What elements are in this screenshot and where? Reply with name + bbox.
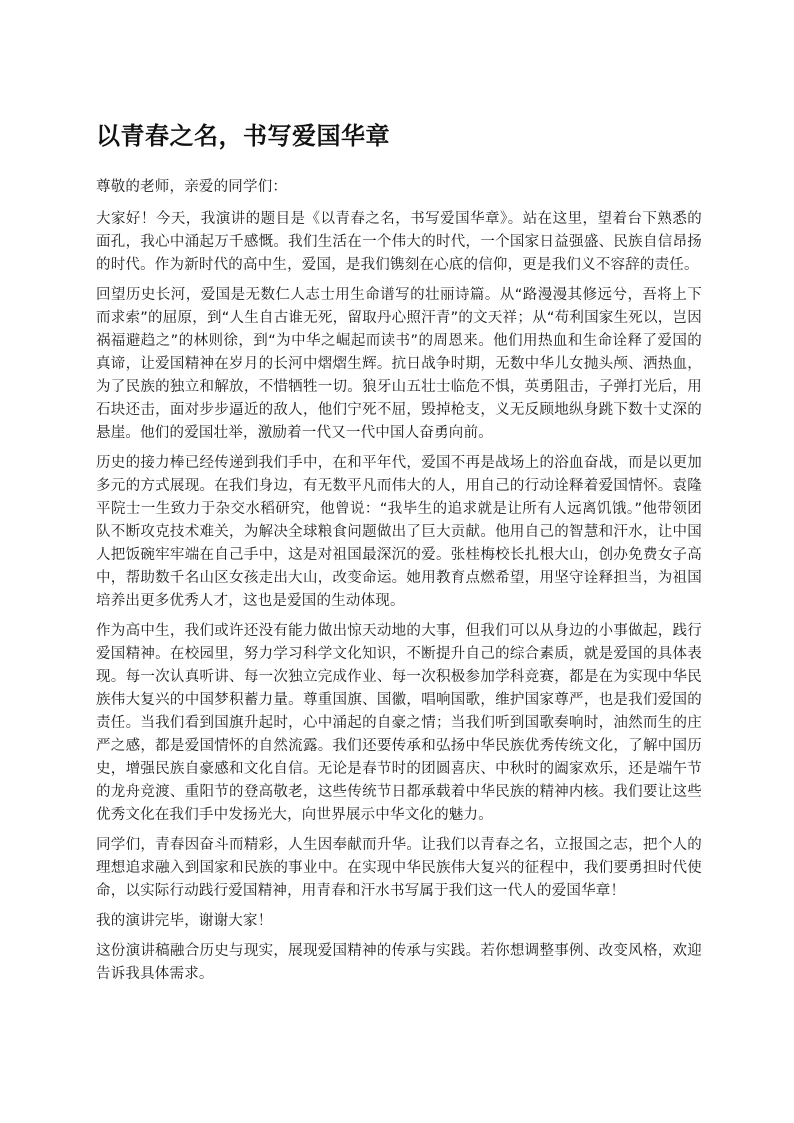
- paragraph-intro: 大家好！今天，我演讲的题目是《以青春之名，书写爱国华章》。站在这里，望着台下熟悉的面孔，我心中涌起万千感慨。我们生活在一个伟大的时代，一个国家日益强盛、民族自信昂扬的时代。作为新时代的高中生，爱国，是我们镌刻在心底的信仰，更是我们义不容辞的责任。: [96, 211, 702, 273]
- paragraph-modern-examples: 历史的接力棒已经传递到我们手中，在和平年代，爱国不再是战场上的浴血奋战，而是以更加多元的方式展现。在我们身边，有无数平凡而伟大的人，用自己的行动诠释着爱国情怀。袁隆平院士一生致力于杂交水稻研究，他曾说：“我毕生的追求就是让所有人远离饥饿。”他带领团队不断攻克技术难关，为解决全球粮食问题做出了巨大贡献。他用自己的智慧和汗水，让中国人把饭碗牢牢端在自己手中，这是对祖国最深沉的爱。张桂梅校长扎根大山，创办免费女子高中，帮助数千名山区女孩走出大山，改变命运。她用教育点燃希望，用坚守诠释担当，为祖国培养出更多优秀人才，这也是爱国的生动体现。: [96, 455, 702, 609]
- paragraph-closing: 我的演讲完毕，谢谢大家！: [96, 913, 273, 929]
- paragraph-note: 这份演讲稿融合历史与现实，展现爱国精神的传承与实践。若你想调整事例、改变风格，欢迎告诉我具体需求。: [96, 943, 702, 982]
- paragraph-call-to-action: 同学们，青春因奋斗而精彩，人生因奉献而升华。让我们以青春之名，立报国之志，把个人的理想追求融入到国家和民族的事业中。在实现中华民族伟大复兴的征程中，我们要勇担时代使命，以实际行动践行爱国精神，用青春和汗水书写属于我们这一代人的爱国华章！: [96, 837, 702, 899]
- paragraph-student-actions: 作为高中生，我们或许还没有能力做出惊天动地的大事，但我们可以从身边的小事做起，践行爱国精神。在校园里，努力学习科学文化知识，不断提升自己的综合素质，就是爱国的具体表现。每一次认真听讲、每一次独立完成作业、每一次积极参加学科竞赛，都是在为实现中华民族伟大复兴的中国梦积蓄力量。尊重国旗、国徽，唱响国歌，维护国家尊严，也是我们爱国的责任。当我们看到国旗升起时，心中涌起的自豪之情；当我们听到国歌奏响时，油然而生的庄严之感，都是爱国情怀的自然流露。我们还要传承和弘扬中华民族优秀传统文化，了解中国历史，增强民族自豪感和文化自信。无论是春节时的团圆喜庆、中秋时的阖家欢乐，还是端午节的龙舟竞渡、重阳节的登高敬老，这些传统节日都承载着中华民族的精神内核。我们要让这些优秀文化在我们手中发扬光大，向世界展示中华文化的魅力。: [96, 623, 702, 823]
- paragraph-greeting: 尊敬的老师，亲爱的同学们：: [96, 179, 288, 195]
- document-title: 以青春之名，书写爱国华章: [96, 122, 390, 150]
- paragraph-history: 回望历史长河，爱国是无数仁人志士用生命谱写的壮丽诗篇。从“路漫漫其修远兮，吾将上下而求索”的屈原，到“人生自古谁无死，留取丹心照汗青”的文天祥；从“苟利国家生死以，岂因祸福避趋之”的林则徐，到“为中华之崛起而读书”的周恩来。他们用热血和生命诠释了爱国的真谛，让爱国精神在岁月的长河中熠熠生辉。抗日战争时期，无数中华儿女抛头颅、洒热血，为了民族的独立和解放，不惜牺牲一切。狼牙山五壮士临危不惧，英勇阻击，子弹打光后，用石块还击，面对步步逼近的敌人，他们宁死不屈，毁掉枪支，义无反顾地纵身跳下数十丈深的悬崖。他们的爱国壮举，激励着一代又一代中国人奋勇向前。: [96, 287, 702, 441]
- document-page: [96, 118, 702, 993]
